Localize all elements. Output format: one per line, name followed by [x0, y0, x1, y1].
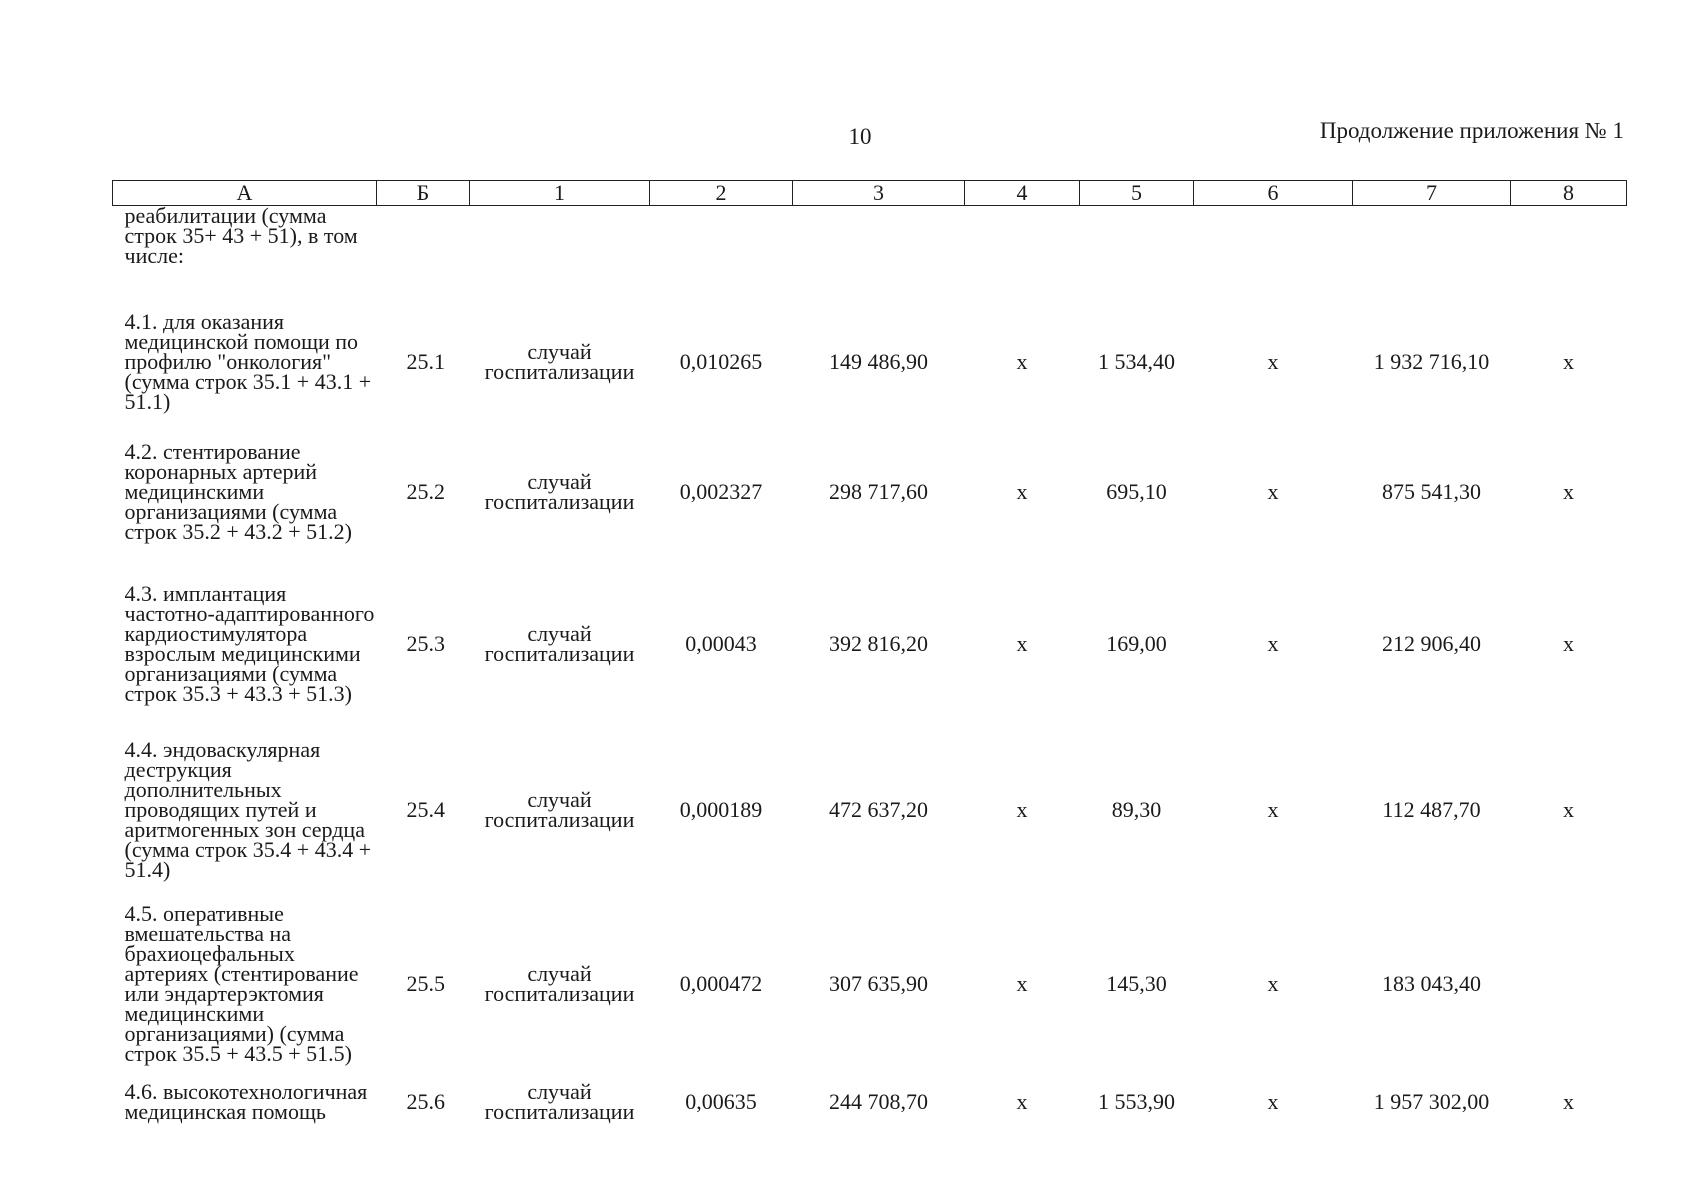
- column-header-row: [113, 181, 1627, 206]
- row-unit: случай госпитализации: [484, 786, 635, 832]
- table-row: [113, 206, 1627, 302]
- column-header: 3: [793, 181, 965, 206]
- cell-col-4: [965, 206, 1080, 302]
- cell-col-6: х: [1267, 348, 1279, 374]
- cell-col-4: х: [1016, 630, 1028, 656]
- cell-col-6: [1194, 206, 1353, 302]
- row-unit: [470, 206, 650, 302]
- row-code: 25.3: [406, 630, 445, 656]
- cell-col-5: 695,10: [1106, 478, 1167, 504]
- column-header: 4: [965, 181, 1080, 206]
- cell-col-2: 0,010265: [679, 348, 763, 374]
- cell-col-3: 298 717,60: [829, 478, 928, 504]
- row-name: 4.1. для оказания медицинской помощи по профилю "онкология" (сумма строк 35.1 + 43.1 + 51.1): [124, 308, 372, 414]
- row-unit: случай госпитализации: [484, 1078, 635, 1124]
- row-code: 25.4: [406, 796, 445, 822]
- column-header: 7: [1353, 181, 1511, 206]
- cell-col-8: х: [1563, 1088, 1574, 1114]
- cell-col-5: 1 534,40: [1098, 348, 1175, 374]
- cell-col-2: 0,00043: [685, 630, 757, 656]
- column-header: 1: [470, 181, 650, 206]
- cell-col-2: [650, 206, 793, 302]
- cell-col-3: [793, 206, 965, 302]
- cell-col-7: 875 541,30: [1382, 478, 1481, 504]
- cell-col-5: [1080, 206, 1194, 302]
- row-code: 25.5: [406, 970, 445, 996]
- row-unit: случай госпитализации: [484, 468, 635, 514]
- column-header: 2: [650, 181, 793, 206]
- row-name: 4.5. оперативные вмешательства на брахиоцефальных артериях (стентирование или эндартерэктомия медицинскими организациями) (сумма строк 35.5 + 43.5 + 51.5): [124, 900, 359, 1066]
- row-code: 25.1: [406, 348, 445, 374]
- column-header: А: [113, 181, 377, 206]
- column-header: Б: [377, 181, 470, 206]
- cell-col-3: 244 708,70: [829, 1088, 928, 1114]
- row-name: реабилитации (сумма строк 35+ 43 + 51), в том числе:: [124, 203, 358, 268]
- row-code: [377, 206, 470, 302]
- cell-col-4: х: [1016, 348, 1028, 374]
- cell-col-2: 0,000189: [679, 796, 763, 822]
- cell-col-6: х: [1267, 1088, 1279, 1114]
- cell-col-5: 89,30: [1111, 796, 1162, 822]
- table-row: [113, 422, 1627, 562]
- row-code: 25.6: [406, 1088, 445, 1114]
- cell-col-7: 112 487,70: [1382, 796, 1481, 822]
- cell-col-2: 0,002327: [679, 478, 763, 504]
- cell-col-8: х: [1563, 630, 1574, 656]
- cell-col-8: х: [1563, 478, 1574, 504]
- row-name: 4.3. имплантация частотно-адаптированного кардиостимулятора взрослым медицинскими организациями (сумма строк 35.3 + 43.3 + 51.3): [124, 580, 375, 706]
- row-code: 25.2: [406, 478, 445, 504]
- cell-col-7: 183 043,40: [1382, 970, 1481, 996]
- cell-col-8: х: [1563, 348, 1574, 374]
- cell-col-8: [1511, 206, 1627, 302]
- cell-col-3: 149 486,90: [829, 348, 928, 374]
- cell-col-5: 1 553,90: [1098, 1088, 1175, 1114]
- appendix-continuation-label: Продолжение приложения № 1: [1319, 118, 1624, 143]
- cell-col-6: х: [1267, 630, 1279, 656]
- cell-col-2: 0,000472: [679, 970, 763, 996]
- row-name: 4.4. эндоваскулярная деструкция дополнительных проводящих путей и аритмогенных зон сердца (сумма строк 35.4 + 43.4 + 51.4): [124, 736, 372, 882]
- row-name: 4.6. высокотехнологичная медицинская помощь: [124, 1078, 368, 1124]
- column-header: 5: [1080, 181, 1194, 206]
- cell-col-7: [1353, 206, 1511, 302]
- row-name: 4.2. стентирование коронарных артерий медицинскими организациями (сумма строк 35.2 + 43.2 + 51.2): [124, 438, 352, 544]
- row-unit: случай госпитализации: [484, 338, 635, 384]
- cell-col-5: 169,00: [1106, 630, 1167, 656]
- cell-col-6: х: [1267, 970, 1279, 996]
- table-row: [113, 302, 1627, 422]
- cell-col-6: х: [1267, 478, 1279, 504]
- data-table: [112, 180, 1627, 1130]
- column-header: 6: [1194, 181, 1353, 206]
- cell-col-4: х: [1016, 1088, 1028, 1114]
- row-unit: случай госпитализации: [484, 960, 635, 1006]
- cell-col-4: х: [1016, 970, 1028, 996]
- row-unit: случай госпитализации: [484, 620, 635, 666]
- cell-col-4: х: [1016, 478, 1028, 504]
- cell-col-3: 392 816,20: [829, 630, 928, 656]
- cell-col-2: 0,00635: [685, 1088, 757, 1114]
- table-row: [113, 1074, 1627, 1130]
- cell-col-8: х: [1563, 796, 1574, 822]
- table-row: [113, 562, 1627, 726]
- cell-col-6: х: [1267, 796, 1279, 822]
- cell-col-3: 472 637,20: [829, 796, 928, 822]
- column-header: 8: [1511, 181, 1627, 206]
- cell-col-8: [1511, 894, 1627, 1074]
- cell-col-7: 1 932 716,10: [1373, 348, 1490, 374]
- table-row: [113, 894, 1627, 1074]
- page-number: 10: [848, 124, 872, 149]
- cell-col-5: 145,30: [1106, 970, 1167, 996]
- cell-col-7: 212 906,40: [1382, 630, 1481, 656]
- table-row: [113, 726, 1627, 894]
- cell-col-4: х: [1016, 796, 1028, 822]
- cell-col-7: 1 957 302,00: [1373, 1088, 1490, 1114]
- cell-col-3: 307 635,90: [829, 970, 928, 996]
